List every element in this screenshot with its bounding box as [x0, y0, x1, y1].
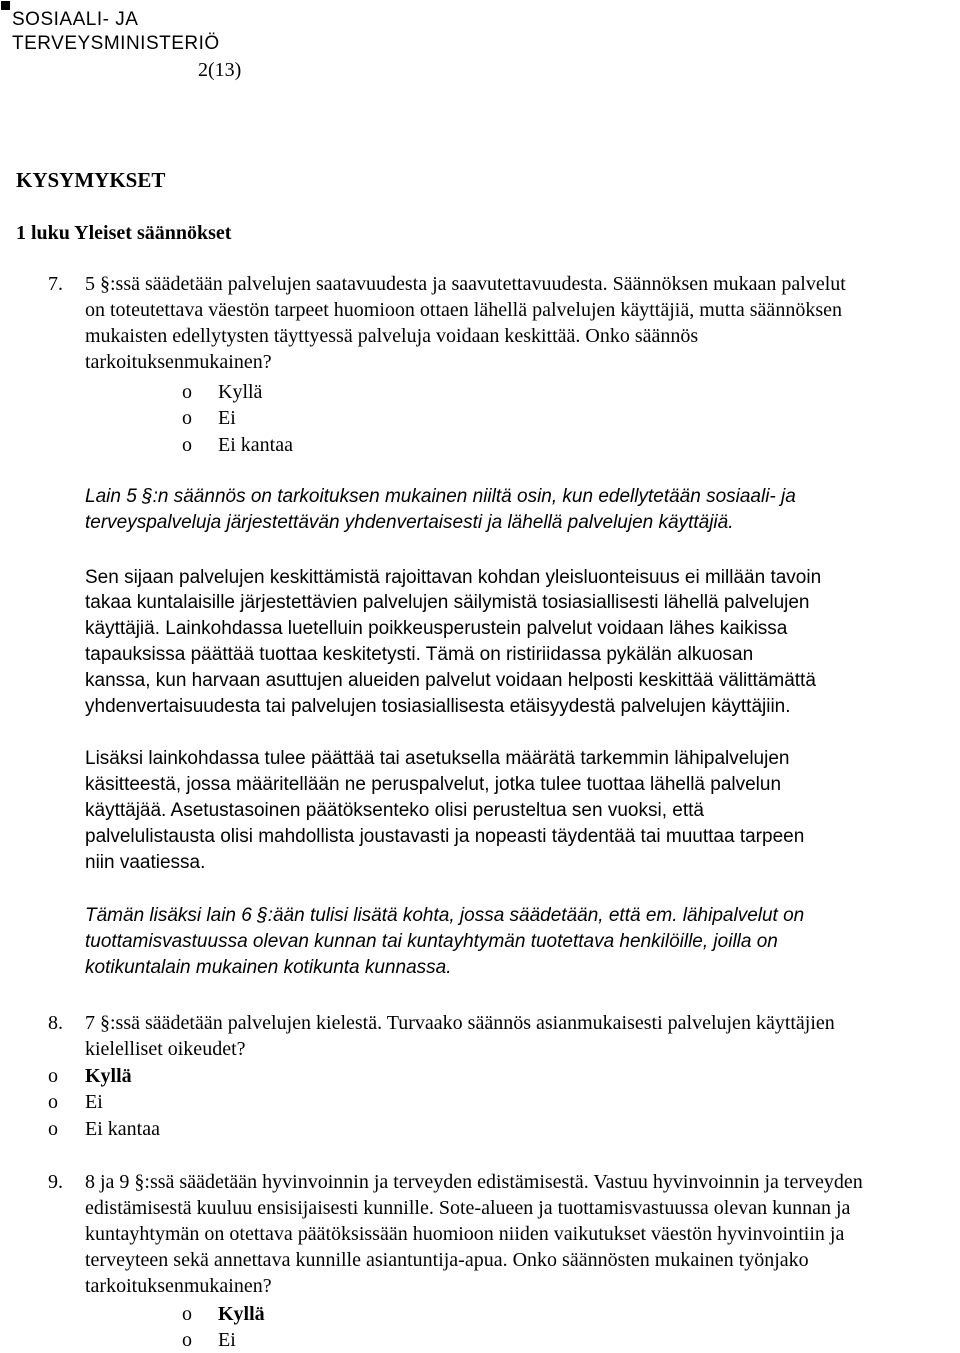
- chapter-heading: 1 luku Yleiset säännökset: [16, 222, 232, 244]
- option-bullet: o: [182, 1329, 192, 1351]
- question-text-line: mukaisten edellytysten täyttyessä palveluja voidaan keskittää. Onko säännös: [85, 325, 699, 347]
- answer-line: tuottamisvastuussa olevan kunnan tai kuntayhtymän tuotettava henkilöille, joilla on: [85, 931, 778, 952]
- question-text-line: tarkoituksenmukainen?: [85, 1275, 272, 1297]
- answer-line: niin vaatiessa.: [85, 852, 206, 873]
- option-ei-kantaa[interactable]: Ei kantaa: [218, 434, 293, 456]
- answer-line: käsitteestä, jossa määritellään ne peruspalvelut, jotka tulee tuottaa lähellä palvelun: [85, 774, 782, 795]
- question-text-line: kielelliset oikeudet?: [85, 1038, 246, 1060]
- question-text-line: edistämisestä kuuluu ensisijaisesti kunnille. Sote-alueen ja tuottamisvastuussa olevan kunnan ja: [85, 1197, 851, 1219]
- logo-line-1: SOSIAALI- JA: [12, 9, 139, 30]
- question-text-line: 8 ja 9 §:ssä säädetään hyvinvoinnin ja terveyden edistämisestä. Vastuu hyvinvoinnin ja terveyden: [85, 1171, 863, 1193]
- option-bullet: o: [182, 1303, 192, 1325]
- option-ei[interactable]: Ei: [218, 407, 236, 429]
- answer-line: kanssa, kun harvaan asuttujen alueiden palvelut voidaan helposti keskittää välittämättä: [85, 670, 816, 691]
- page-number: 2(13): [198, 59, 242, 81]
- option-kylla[interactable]: Kyllä: [218, 381, 263, 403]
- answer-line: Sen sijaan palvelujen keskittämistä rajoittavan kohdan yleisluonteisuus ei millään tavoin: [85, 567, 822, 588]
- answer-line: takaa kuntalaisille järjestettävien palvelujen säilymistä tosiasiallisesti lähellä palvelujen: [85, 592, 810, 613]
- option-ei[interactable]: Ei: [218, 1329, 236, 1351]
- question-text-line: 7 §:ssä säädetään palvelujen kielestä. Turvaako säännös asianmukaisesti palvelujen käyttäjien: [85, 1012, 835, 1034]
- question-number: 7.: [48, 273, 63, 295]
- option-bullet: o: [182, 407, 192, 429]
- option-bullet: o: [182, 434, 192, 456]
- option-bullet: o: [48, 1118, 58, 1140]
- answer-line: terveyspalveluja järjestettävän yhdenvertaisesti ja lähellä palvelujen käyttäjiä.: [85, 512, 734, 533]
- answer-line: kotikuntalain mukainen kotikunta kunnassa.: [85, 957, 452, 978]
- option-kylla[interactable]: Kyllä: [218, 1303, 265, 1325]
- answer-line: Lain 5 §:n säännös on tarkoituksen mukainen niiltä osin, kun edellytetään sosiaali- ja: [85, 486, 796, 507]
- option-bullet: o: [48, 1091, 58, 1113]
- logo-square-icon: [1, 1, 10, 10]
- question-text-line: 5 §:ssä säädetään palvelujen saatavuudesta ja saavutettavuudesta. Säännöksen mukaan palvelut: [85, 273, 846, 295]
- answer-line: Lisäksi lainkohdassa tulee päättää tai asetuksella määrätä tarkemmin lähipalvelujen: [85, 748, 790, 769]
- option-ei[interactable]: Ei: [85, 1091, 103, 1113]
- answer-line: käyttäjiä. Lainkohdassa luetelluin poikkeusperustein palvelut voidaan lähes kaikissa: [85, 618, 788, 639]
- question-number: 9.: [48, 1171, 63, 1193]
- page-title: KYSYMYKSET: [16, 168, 166, 192]
- answer-line: Tämän lisäksi lain 6 §:ään tulisi lisätä kohta, jossa säädetään, että em. lähipalvelut on: [85, 905, 805, 926]
- question-text-line: on toteutettava väestön tarpeet huomioon ottaen lähellä palvelujen käyttäjiä, mutta säännöksen: [85, 299, 842, 321]
- question-text-line: tarkoituksenmukainen?: [85, 351, 272, 373]
- answer-line: tapauksissa päättää tuottaa keskitetysti. Tämä on ristiriidassa pykälän alkuosan: [85, 644, 754, 665]
- answer-line: käyttäjää. Asetustasoinen päätöksenteko olisi perusteltua sen vuoksi, että: [85, 800, 704, 821]
- question-text-line: terveyteen sekä annettava kunnille asiantuntija-apua. Onko säännösten mukainen työnjako: [85, 1249, 809, 1271]
- option-kylla[interactable]: Kyllä: [85, 1065, 132, 1087]
- option-bullet: o: [48, 1065, 58, 1087]
- option-ei-kantaa[interactable]: Ei kantaa: [85, 1118, 160, 1140]
- answer-line: yhdenvertaisuudesta tai palvelujen tosiasiallisesta etäisyydestä palvelujen käyttäjiin.: [85, 696, 791, 717]
- question-number: 8.: [48, 1012, 63, 1034]
- answer-line: palvelulistausta olisi mahdollista joustavasti ja nopeasti täydentää tai muuttaa tarpeen: [85, 826, 805, 847]
- option-bullet: o: [182, 381, 192, 403]
- logo-line-2: TERVEYSMINISTERIÖ: [12, 33, 220, 54]
- question-text-line: kuntayhtymän on otettava päätöksissään huomioon niiden vaikutukset väestön hyvinvointiin ja: [85, 1223, 845, 1245]
